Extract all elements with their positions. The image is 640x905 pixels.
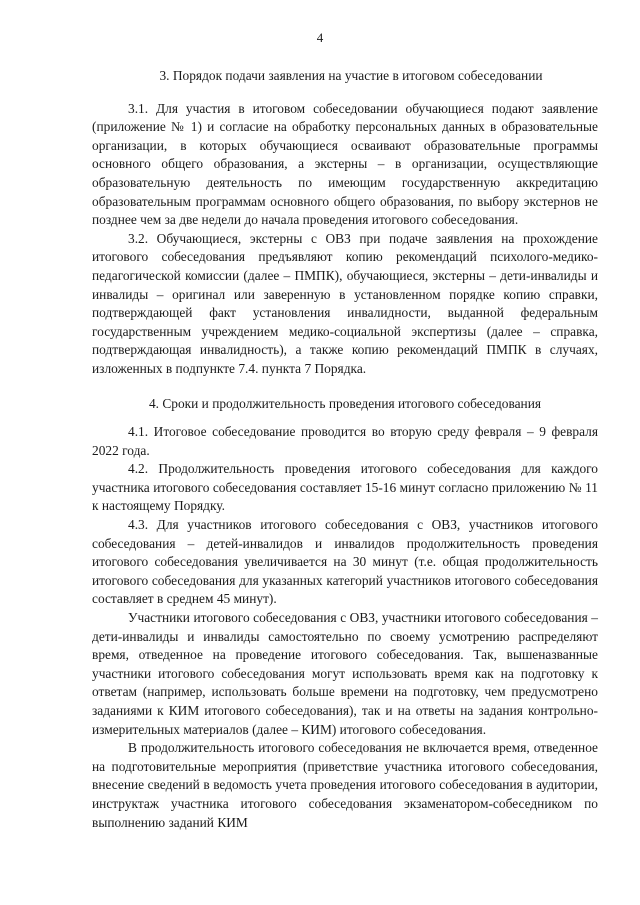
section-3-title: 3. Порядок подачи заявления на участие в итоговом собеседовании [159, 68, 543, 83]
document-body [92, 67, 598, 832]
paragraph-4-3-duration-exclusions: В продолжительность итогового собеседования не включается время, отведенное на подготовительные мероприятия (приветствие участника итогового собеседования, внесение сведений в ведомость учета проведения итогового собеседования в аудитории, инструктаж участника итогового собеседования экзаменатором-собеседником по выполнению заданий КИМ [92, 740, 598, 830]
paragraph-3-1: 3.1. Для участия в итоговом собеседовании обучающиеся подают заявление (приложение № 1) и согласие на обработку персональных данных в образовательные организации, в которых обучающиеся осваивают образовательные программы основного общего образования, а экстерны – в организации, осуществляющие образовательную деятельность по имеющим государственную аккредитацию образовательным программам основного общего образования, по выбору экстернов не позднее чем за две недели до начала проведения итогового собеседования. [92, 100, 598, 228]
paragraph-4-3-participants: Участники итогового собеседования с ОВЗ, участники итогового собеседования – дети-инвалиды и инвалиды самостоятельно по своему усмотрению распределяют время, отведенное на проведение итогового собеседования. Так, вышеназванные участники итогового собеседования могут использовать время как на подготовку к ответам (например, использовать больше времени на подготовку, чем предусмотрено заданиями к КИМ итогового собеседования), так и на ответы на задания контрольно-измерительных материалов (далее – КИМ) итогового собеседования. [92, 610, 598, 737]
paragraph-4-3: 4.3. Для участников итогового собеседования с ОВЗ, участников итогового собеседования – детей-инвалидов и инвалидов продолжительность проведения итогового собеседования увеличивается на 30 минут (т.е. общая продолжительность итогового собеседования для указанных категорий участников итогового собеседования составляет в среднем 45 минут). [92, 517, 598, 607]
paragraph-3-2: 3.2. Обучающиеся, экстерны с ОВЗ при подаче заявления на прохождение итогового собеседования предъявляют копию рекомендаций психолого-медико-педагогической комиссии (далее – ПМПК), обучающиеся, экстерны – дети-инвалиды и инвалиды – оригинал или заверенную в установленном порядке копию справки, подтверждающей факт установления инвалидности, выданной федеральным государственным учреждением медико-социальной экспертизы (далее – справка, подтверждающая инвалидность), а также копию рекомендаций ПМПК в случаях, изложенных в подпункте 7.4. пункта 7 Порядка. [92, 230, 598, 376]
page-number: 4 [316, 30, 324, 45]
section-4-title: 4. Сроки и продолжительность проведения итогового собеседования [148, 395, 542, 411]
paragraph-4-2: 4.2. Продолжительность проведения итогового собеседования для каждого участника итогового собеседования составляет 15-16 минут согласно приложению № 11 к настоящему Порядку. [92, 461, 598, 514]
paragraph-4-1: 4.1. Итоговое собеседование проводится во вторую среду февраля – 9 февраля 2022 года. [92, 424, 598, 458]
